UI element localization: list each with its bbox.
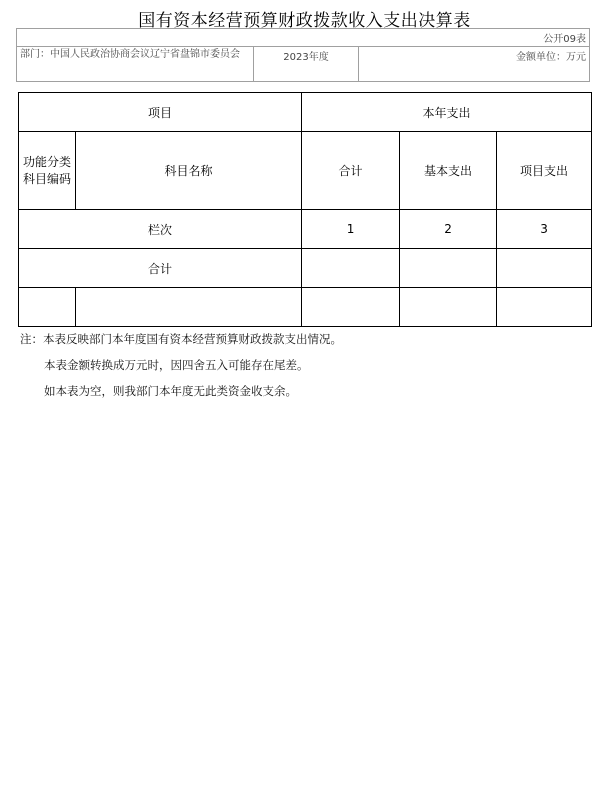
header-function-code: 功能分类科目编码	[19, 132, 76, 210]
expenditure-table	[18, 92, 592, 327]
department-label: 部门：中国人民政治协商会议辽宁省盘锦市委员会	[17, 47, 254, 82]
notes-section	[20, 329, 342, 407]
empty-total-cell	[302, 288, 400, 327]
note-line: 如本表为空，则我部门本年度无此类资金收支余。	[44, 384, 297, 398]
column-number-3: 3	[497, 210, 592, 249]
empty-name-cell	[76, 288, 302, 327]
column-number-2: 2	[400, 210, 497, 249]
fiscal-year: 2023年度	[254, 47, 359, 82]
column-number-1: 1	[302, 210, 400, 249]
header-basic-expenditure: 基本支出	[400, 132, 497, 210]
header-current-year: 本年支出	[302, 93, 592, 132]
form-code: 公开09表	[17, 29, 590, 47]
empty-project-cell	[497, 288, 592, 327]
total-basic-cell	[400, 249, 497, 288]
row-column-label: 栏次	[19, 210, 302, 249]
total-project-cell	[497, 249, 592, 288]
note-line: 本表金额转换成万元时，因四舍五入可能存在尾差。	[44, 358, 309, 372]
empty-basic-cell	[400, 288, 497, 327]
page-title: 国有资本经营预算财政拨款收入支出决算表	[138, 11, 471, 31]
header-project-expenditure: 项目支出	[497, 132, 592, 210]
header-item: 项目	[19, 93, 302, 132]
header-total: 合计	[302, 132, 400, 210]
note-line: 注：本表反映部门本年度国有资本经营预算财政拨款支出情况。	[20, 332, 342, 346]
total-amount-cell	[302, 249, 400, 288]
row-total-label: 合计	[19, 249, 302, 288]
empty-code-cell	[19, 288, 76, 327]
amount-unit: 金额单位：万元	[359, 47, 590, 82]
report-meta	[16, 28, 590, 82]
header-subject-name: 科目名称	[76, 132, 302, 210]
